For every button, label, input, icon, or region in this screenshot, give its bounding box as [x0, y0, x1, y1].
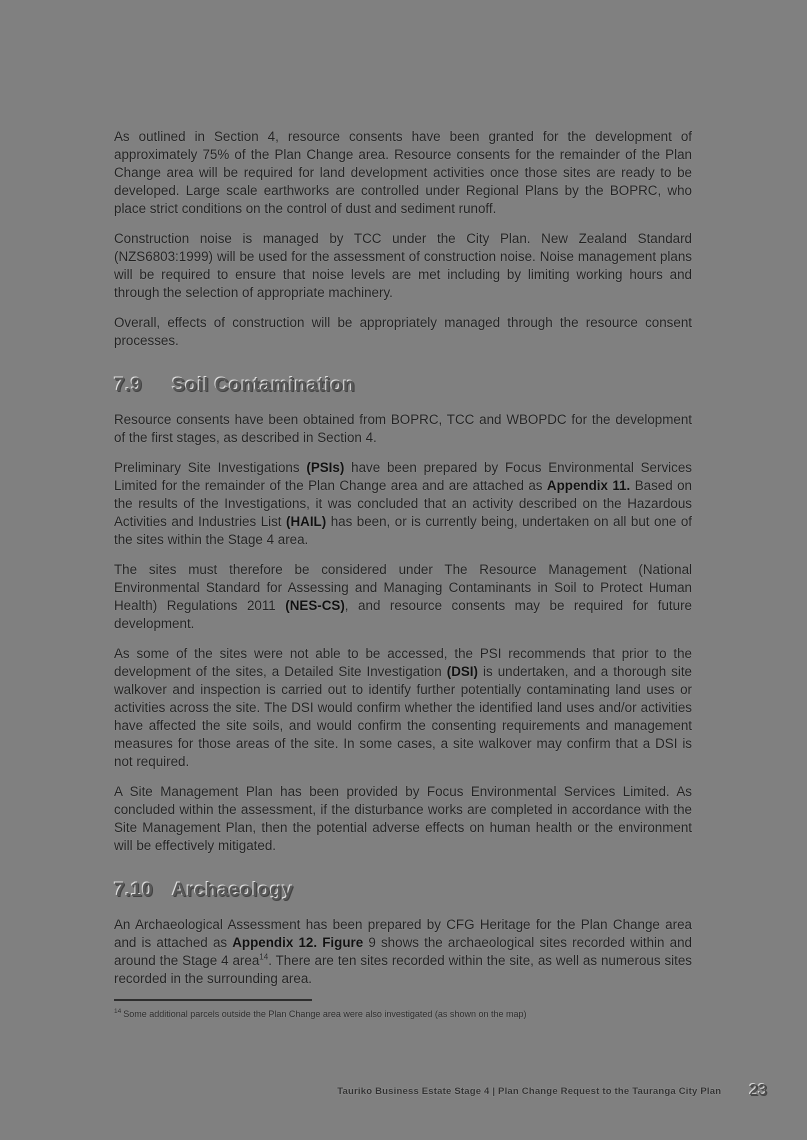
paragraph-dsi-recommendation [114, 645, 692, 771]
text-segment: Based on the results of the Investigations, it was concluded that an activity described on the Hazardous Activities and Industries List [114, 478, 692, 529]
paragraph-construction-overall: Overall, effects of construction will be appropriately managed through the resource consent processes. [114, 315, 692, 348]
bold-appendix-12-figure: Appendix 12. Figure [232, 935, 364, 950]
page-footer [114, 1082, 767, 1100]
bold-hail: (HAIL) [286, 514, 327, 529]
footnote-reference-14: 14 [259, 952, 269, 962]
text-segment: , and resource consents may be required for future development. [114, 598, 692, 631]
paragraph-preliminary-site-investigations [114, 459, 692, 549]
paragraph-construction-noise: Construction noise is managed by TCC under the City Plan. New Zealand Standard (NZS6803:1999) will be used for the assessment of construction noise. Noise management plans will be required to ensure that noise levels are met including by limiting working hours and through the selection of appropriate machinery. [114, 231, 692, 300]
heading-soil-contamination [114, 374, 692, 396]
text-segment: have been prepared by Focus Environmental Services Limited for the remainder of the Plan Change area and are attached as [114, 460, 692, 493]
footnote-text [114, 1006, 692, 1020]
text-segment: is undertaken, and a thorough site walkover and inspection is carried out to identify further potentially contaminating land uses or activities across the site. The DSI would confirm whether the identified land uses and/or activities have affected the site soils, and would confirm the consenting requirements and management measures for those areas of the site. In some cases, a site walkover may confirm that a DSI is not required. [114, 664, 693, 769]
footnote-divider [114, 999, 312, 1001]
text-segment: As some of the sites were not able to be accessed, the PSI recommends that prior to the development of the sites, a Detailed Site Investigation [114, 646, 692, 679]
footnote-marker: 14 [114, 1008, 122, 1015]
text-segment: . There are ten sites recorded within the site, as well as numerous sites recorded in the surrounding area. [114, 953, 693, 986]
text-segment: The sites must therefore be considered under The Resource Management (National Environmental Standard for Assessing and Managing Contaminants in Soil to Protect Human Health) Regulations 2011 [114, 562, 692, 613]
text-segment: has been, or is currently being, undertaken on all but one of the sites within the Stage 4 area. [114, 514, 692, 547]
footnote-block [114, 999, 692, 1020]
paragraph-archaeological-assessment [114, 916, 692, 988]
section-title-archaeology: Archaeology [172, 879, 294, 901]
section-number-7-9: 7.9 [114, 374, 143, 396]
bold-appendix-11: Appendix 11. [546, 478, 631, 493]
footer-document-title: Tauriko Business Estate Stage 4 | Plan Change Request to the Tauranga City Plan [337, 1085, 722, 1097]
paragraph-site-management-plan: A Site Management Plan has been provided by Focus Environmental Services Limited. As concluded within the assessment, if the disturbance works are completed in accordance with the Site Management Plan, then the potential adverse effects on human health or the environment will be effectively mitigated. [114, 784, 692, 853]
section-number-7-10: 7.10 [114, 879, 154, 901]
paragraph-soil-consents-obtained: Resource consents have been obtained from BOPRC, TCC and WBOPDC for the development of the first stages, as described in Section 4. [114, 412, 692, 445]
text-segment: Preliminary Site Investigations [114, 460, 307, 475]
paragraph-resource-consents: As outlined in Section 4, resource consents have been granted for the development of approximately 75% of the Plan Change area. Resource consents for the remainder of the Plan Change area will be required for land development activities once those sites are ready to be developed. Large scale earthworks are controlled under Regional Plans by the BOPRC, who place strict conditions on the control of dust and sediment runoff. [114, 129, 692, 216]
heading-archaeology [114, 879, 692, 901]
bold-dsi: (DSI) [446, 664, 478, 679]
text-segment: An Archaeological Assessment has been prepared by CFG Heritage for the Plan Change area and is attached as [114, 917, 692, 950]
footnote-body: Some additional parcels outside the Plan Change area were also investigated (as shown on the map) [123, 1009, 527, 1019]
page-content [114, 128, 692, 1000]
bold-nes-cs: (NES-CS) [285, 598, 345, 613]
bold-psis: (PSIs) [306, 460, 345, 475]
text-segment: 9 shows the archaeological sites recorded within and around the Stage 4 area [114, 935, 692, 968]
section-title-soil-contamination: Soil Contamination [172, 374, 356, 396]
page-number: 23 [749, 1082, 767, 1099]
paragraph-nes-cs-regulations [114, 561, 692, 633]
